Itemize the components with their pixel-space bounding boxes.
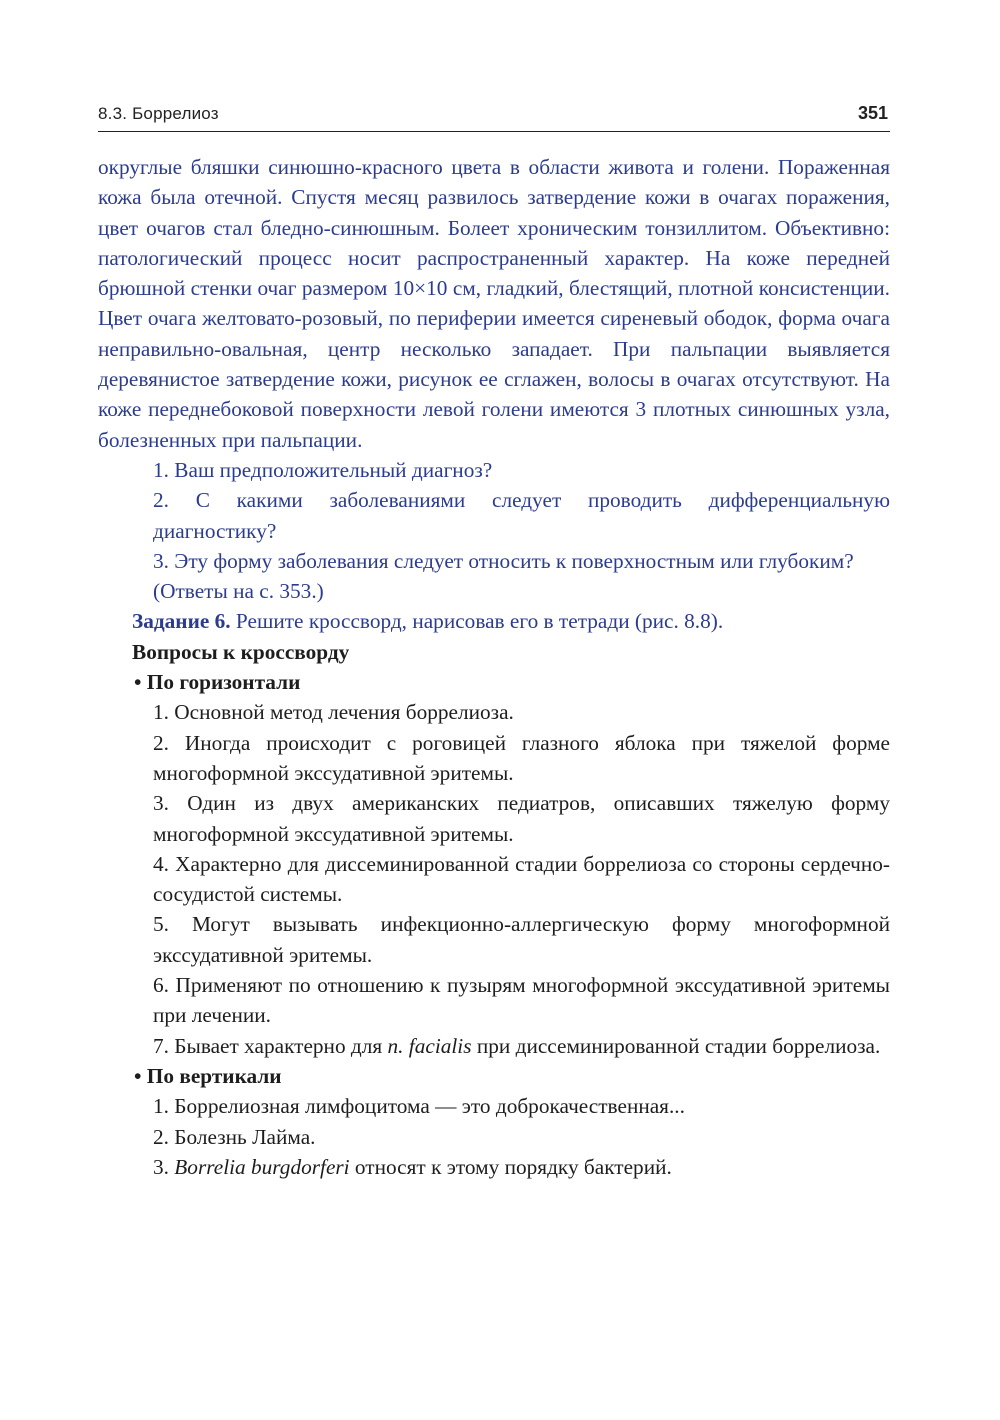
list-item: 6. Применяют по отношению к пузырям многоформной экссудативной эритемы при лечении. <box>153 973 890 1028</box>
crossword-heading: Вопросы к кроссворду <box>132 639 350 664</box>
item-italic-term: n. facialis <box>387 1033 472 1058</box>
page-body <box>98 152 890 1182</box>
list-item: 4. Характерно для диссеминированной стадии боррелиоза со стороны сердечно-сосудистой системы. <box>153 851 890 907</box>
list-item <box>153 1031 890 1061</box>
case-description: округлые бляшки синюшно-красного цвета в области живота и голени. Пораженная кожа была отечной. Спустя месяц развилось затвердение кожи в очагах поражения, цвет очагов стал бледно-синюшным. Болеет хроническим тонзиллитом. Объективно: патологический процесс носит распространенный характер. На коже передней брюшной стенки очаг размером 10×10 см, гладкий, блестящий, плотной консистенции. Цвет очага желтовато-розовый, по периферии имеется сиреневый ободок, форма очага неправильно-овальная, центр несколько западает. При пальпации выявляется деревянистое затвердение кожи, рисунок ее сглажен, волосы в очагах отсутствуют. На коже переднебоковой поверхности левой голени имеются 3 плотных синюшных узла, болезненных при пальпации. <box>98 155 890 452</box>
list-item: 1. Основной метод лечения боррелиоза. <box>153 700 514 725</box>
list-item: 2. Болезнь Лайма. <box>153 1124 316 1149</box>
section-title: 8.3. Боррелиоз <box>98 104 219 123</box>
horizontal-list <box>98 697 890 1061</box>
list-item: 2. Иногда происходит с роговицей глазного яблока при тяжелой форме многоформной экссудативной эритемы. <box>153 730 890 785</box>
answers-reference: (Ответы на с. 353.) <box>153 579 324 604</box>
list-item <box>153 1152 890 1182</box>
list-item: 1. Боррелиозная лимфоцитома — это доброкачественная... <box>153 1094 685 1119</box>
running-header <box>98 101 890 132</box>
question-item: 2. С какими заболеваниями следует проводить дифференциальную диагностику? <box>153 488 890 543</box>
item-suffix: при диссеминированной стадии боррелиоза. <box>471 1033 881 1058</box>
vertical-list <box>98 1091 890 1182</box>
item-prefix: 3. <box>153 1154 175 1179</box>
question-item: 3. Эту форму заболевания следует относить к поверхностным или глубоким? <box>153 548 854 573</box>
task-text: Решите кроссворд, нарисовав его в тетради (рис. 8.8). <box>230 609 724 634</box>
vertical-heading: • По вертикали <box>134 1063 282 1088</box>
horizontal-heading: • По горизонтали <box>134 670 301 695</box>
page-number: 351 <box>857 103 888 123</box>
case-questions <box>98 455 890 576</box>
item-italic-term: Borrelia burgdorferi <box>174 1154 350 1179</box>
task-6 <box>132 606 890 636</box>
item-prefix: 7. Бывает характерно для <box>153 1033 388 1058</box>
item-suffix: относят к этому порядку бактерий. <box>349 1154 672 1179</box>
list-item: 3. Один из двух американских педиатров, описавших тяжелую форму многоформной экссудативной эритемы. <box>153 791 890 846</box>
question-item: 1. Ваш предположительный диагноз? <box>153 457 493 482</box>
list-item: 5. Могут вызывать инфекционно-аллергическую форму многоформной экссудативной эритемы. <box>153 912 890 967</box>
task-label: Задание 6. <box>132 609 231 634</box>
